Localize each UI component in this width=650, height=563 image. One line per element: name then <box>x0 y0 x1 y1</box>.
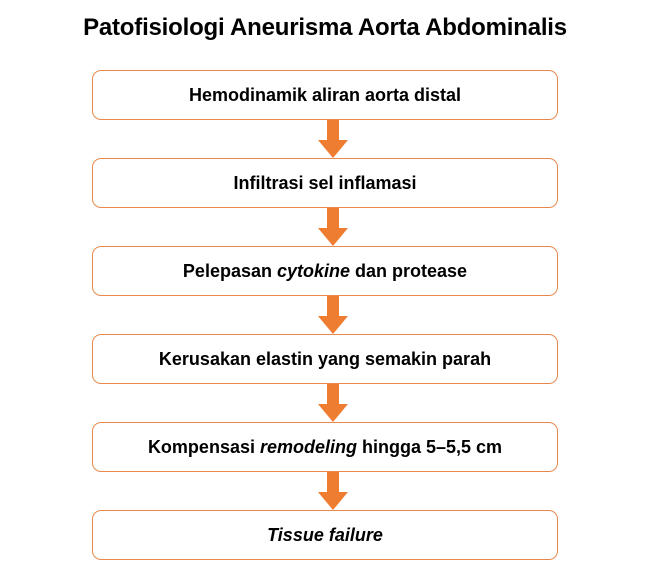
flow-step-5-text-after: hingga 5–5,5 cm <box>357 436 503 457</box>
flow-step-6 <box>92 510 558 560</box>
flow-step-3-text-before: Pelepasan <box>182 260 277 281</box>
flow-step-5-text-before: Kompensasi <box>147 436 260 457</box>
flow-step-2 <box>92 158 558 208</box>
flow-step-5-text <box>148 437 502 458</box>
flow-step-4 <box>92 334 558 384</box>
down-arrow-icon-4 <box>318 384 348 422</box>
flow-step-3-text-italic: cytokine <box>276 260 351 281</box>
diagram-title: Patofisiologi Aneurisma Aorta Abdominalis <box>83 14 567 41</box>
flow-step-3 <box>92 246 558 296</box>
flow-step-3-text-after: dan protease <box>350 260 468 281</box>
flow-step-1 <box>92 70 558 120</box>
flow-step-4-text: Kerusakan elastin yang semakin parah <box>158 348 492 369</box>
flow-step-5 <box>92 422 558 472</box>
down-arrow-icon-2 <box>318 208 348 246</box>
down-arrow-icon-5 <box>318 472 348 510</box>
flow-step-1-text: Hemodinamik aliran aorta distal <box>188 84 462 105</box>
flow-step-5-text-italic: remodeling <box>259 436 357 457</box>
flow-step-2-text: Infiltrasi sel inflamasi <box>233 172 417 193</box>
down-arrow-icon-1 <box>318 120 348 158</box>
flow-step-3-text <box>183 261 467 282</box>
down-arrow-icon-3 <box>318 296 348 334</box>
flow-step-6-text: Tissue failure <box>267 524 383 545</box>
